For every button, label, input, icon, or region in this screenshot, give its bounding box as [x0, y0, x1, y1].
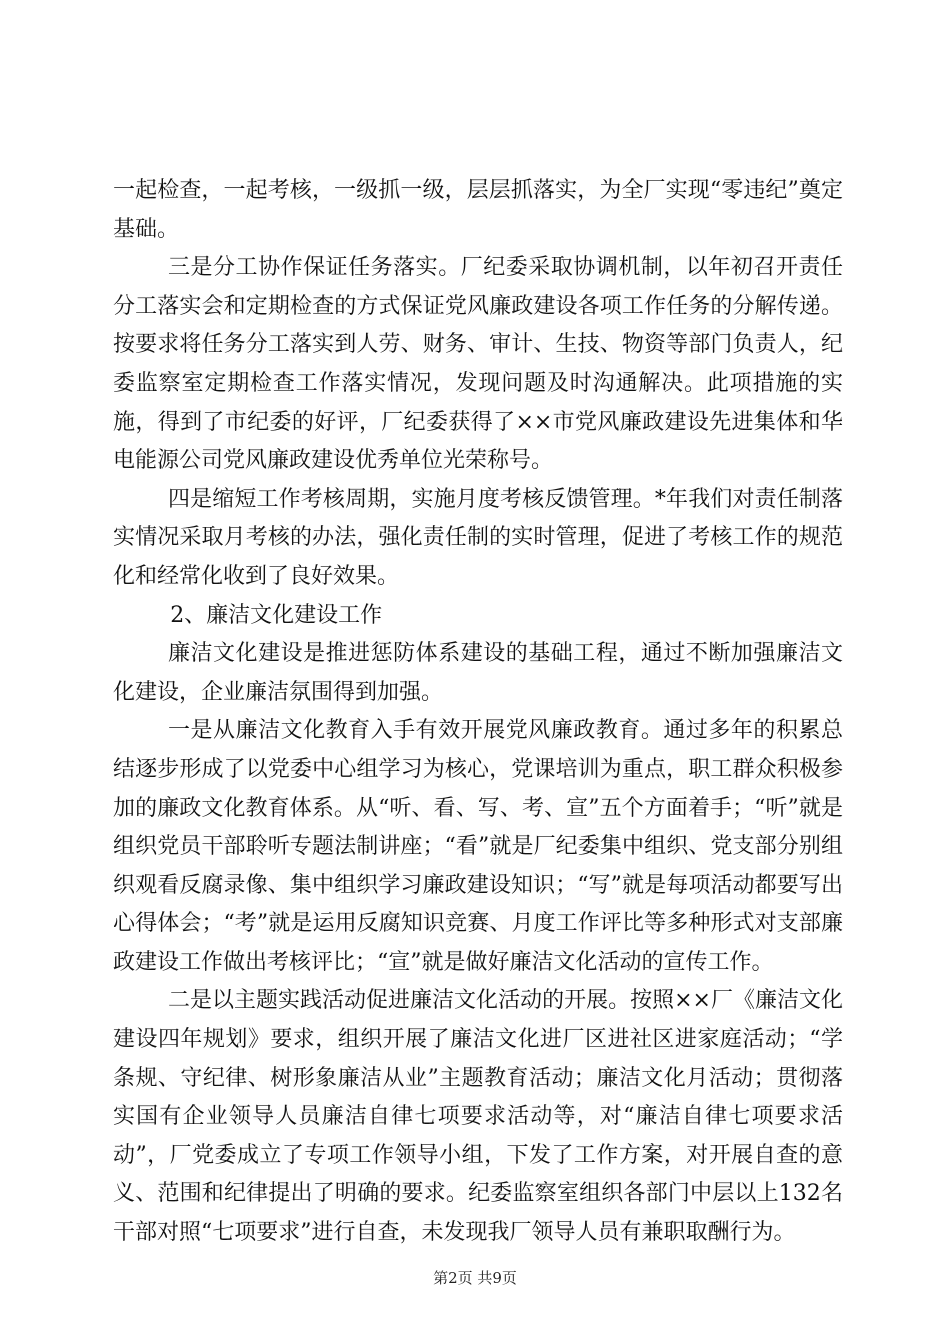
paragraph-continuation: 一起检查，一起考核，一级抓一级，层层抓落实，为全厂实现“零违纪”奠定基础。 [113, 178, 843, 242]
document-body [113, 172, 843, 1253]
paragraph-monthly-assessment: 四是缩短工作考核周期，实施月度考核反馈管理。*年我们对责任制落实情况采取月考核的办法，强化责任制的实时管理，促进了考核工作的规范化和经常化收到了良好效果。 [113, 486, 843, 589]
section-heading-clean-culture: 2、廉洁文化建设工作 [170, 602, 383, 628]
page-footer: 第2页 共9页 [433, 1269, 517, 1287]
paragraph-theme-activities: 二是以主题实践活动促进廉洁文化活动的开展。按照××厂《廉洁文化建设四年规划》要求，组织开展了廉洁文化进厂区进社区进家庭活动；“学条规、守纪律、树形象廉洁从业”主题教育活动；廉洁文化月活动；贯彻落实国有企业领导人员廉洁自律七项要求活动等，对“廉洁自律七项要求活动”，厂党委成立了专项工作领导小组，下发了工作方案，对开展自查的意义、范围和纪律提出了明确的要求。纪委监察室组织各部门中层以上132名干部对照“七项要求”进行自查，未发现我厂领导人员有兼职取酬行为。 [113, 988, 843, 1246]
paragraph-clean-culture-intro: 廉洁文化建设是推进惩防体系建设的基础工程，通过不断加强廉洁文化建设，企业廉洁氛围得到加强。 [113, 641, 843, 705]
paragraph-task-division: 三是分工协作保证任务落实。厂纪委采取协调机制，以年初召开责任分工落实会和定期检查的方式保证党风廉政建设各项工作任务的分解传递。按要求将任务分工落实到人劳、财务、审计、生技、物资等部门负责人，纪委监察室定期检查工作落实情况，发现问题及时沟通解决。此项措施的实施，得到了市纪委的好评，厂纪委获得了××市党风廉政建设先进集体和华电能源公司党风廉政建设优秀单位光荣称号。 [113, 255, 843, 474]
paragraph-education: 一是从廉洁文化教育入手有效开展党风廉政教育。通过多年的积累总结逐步形成了以党委中心组学习为核心，党课培训为重点，职工群众积极参加的廉政文化教育体系。从“听、看、写、考、宣”五个方面着手；“听”就是组织党员干部聆听专题法制讲座；“看”就是厂纪委集中组织、党支部分别组织观看反腐录像、集中组织学习廉政建设知识；“写”就是每项活动都要写出心得体会；“考”就是运用反腐知识竞赛、月度工作评比等多种形式对支部廉政建设工作做出考核评比；“宣”就是做好廉洁文化活动的宣传工作。 [113, 718, 843, 975]
